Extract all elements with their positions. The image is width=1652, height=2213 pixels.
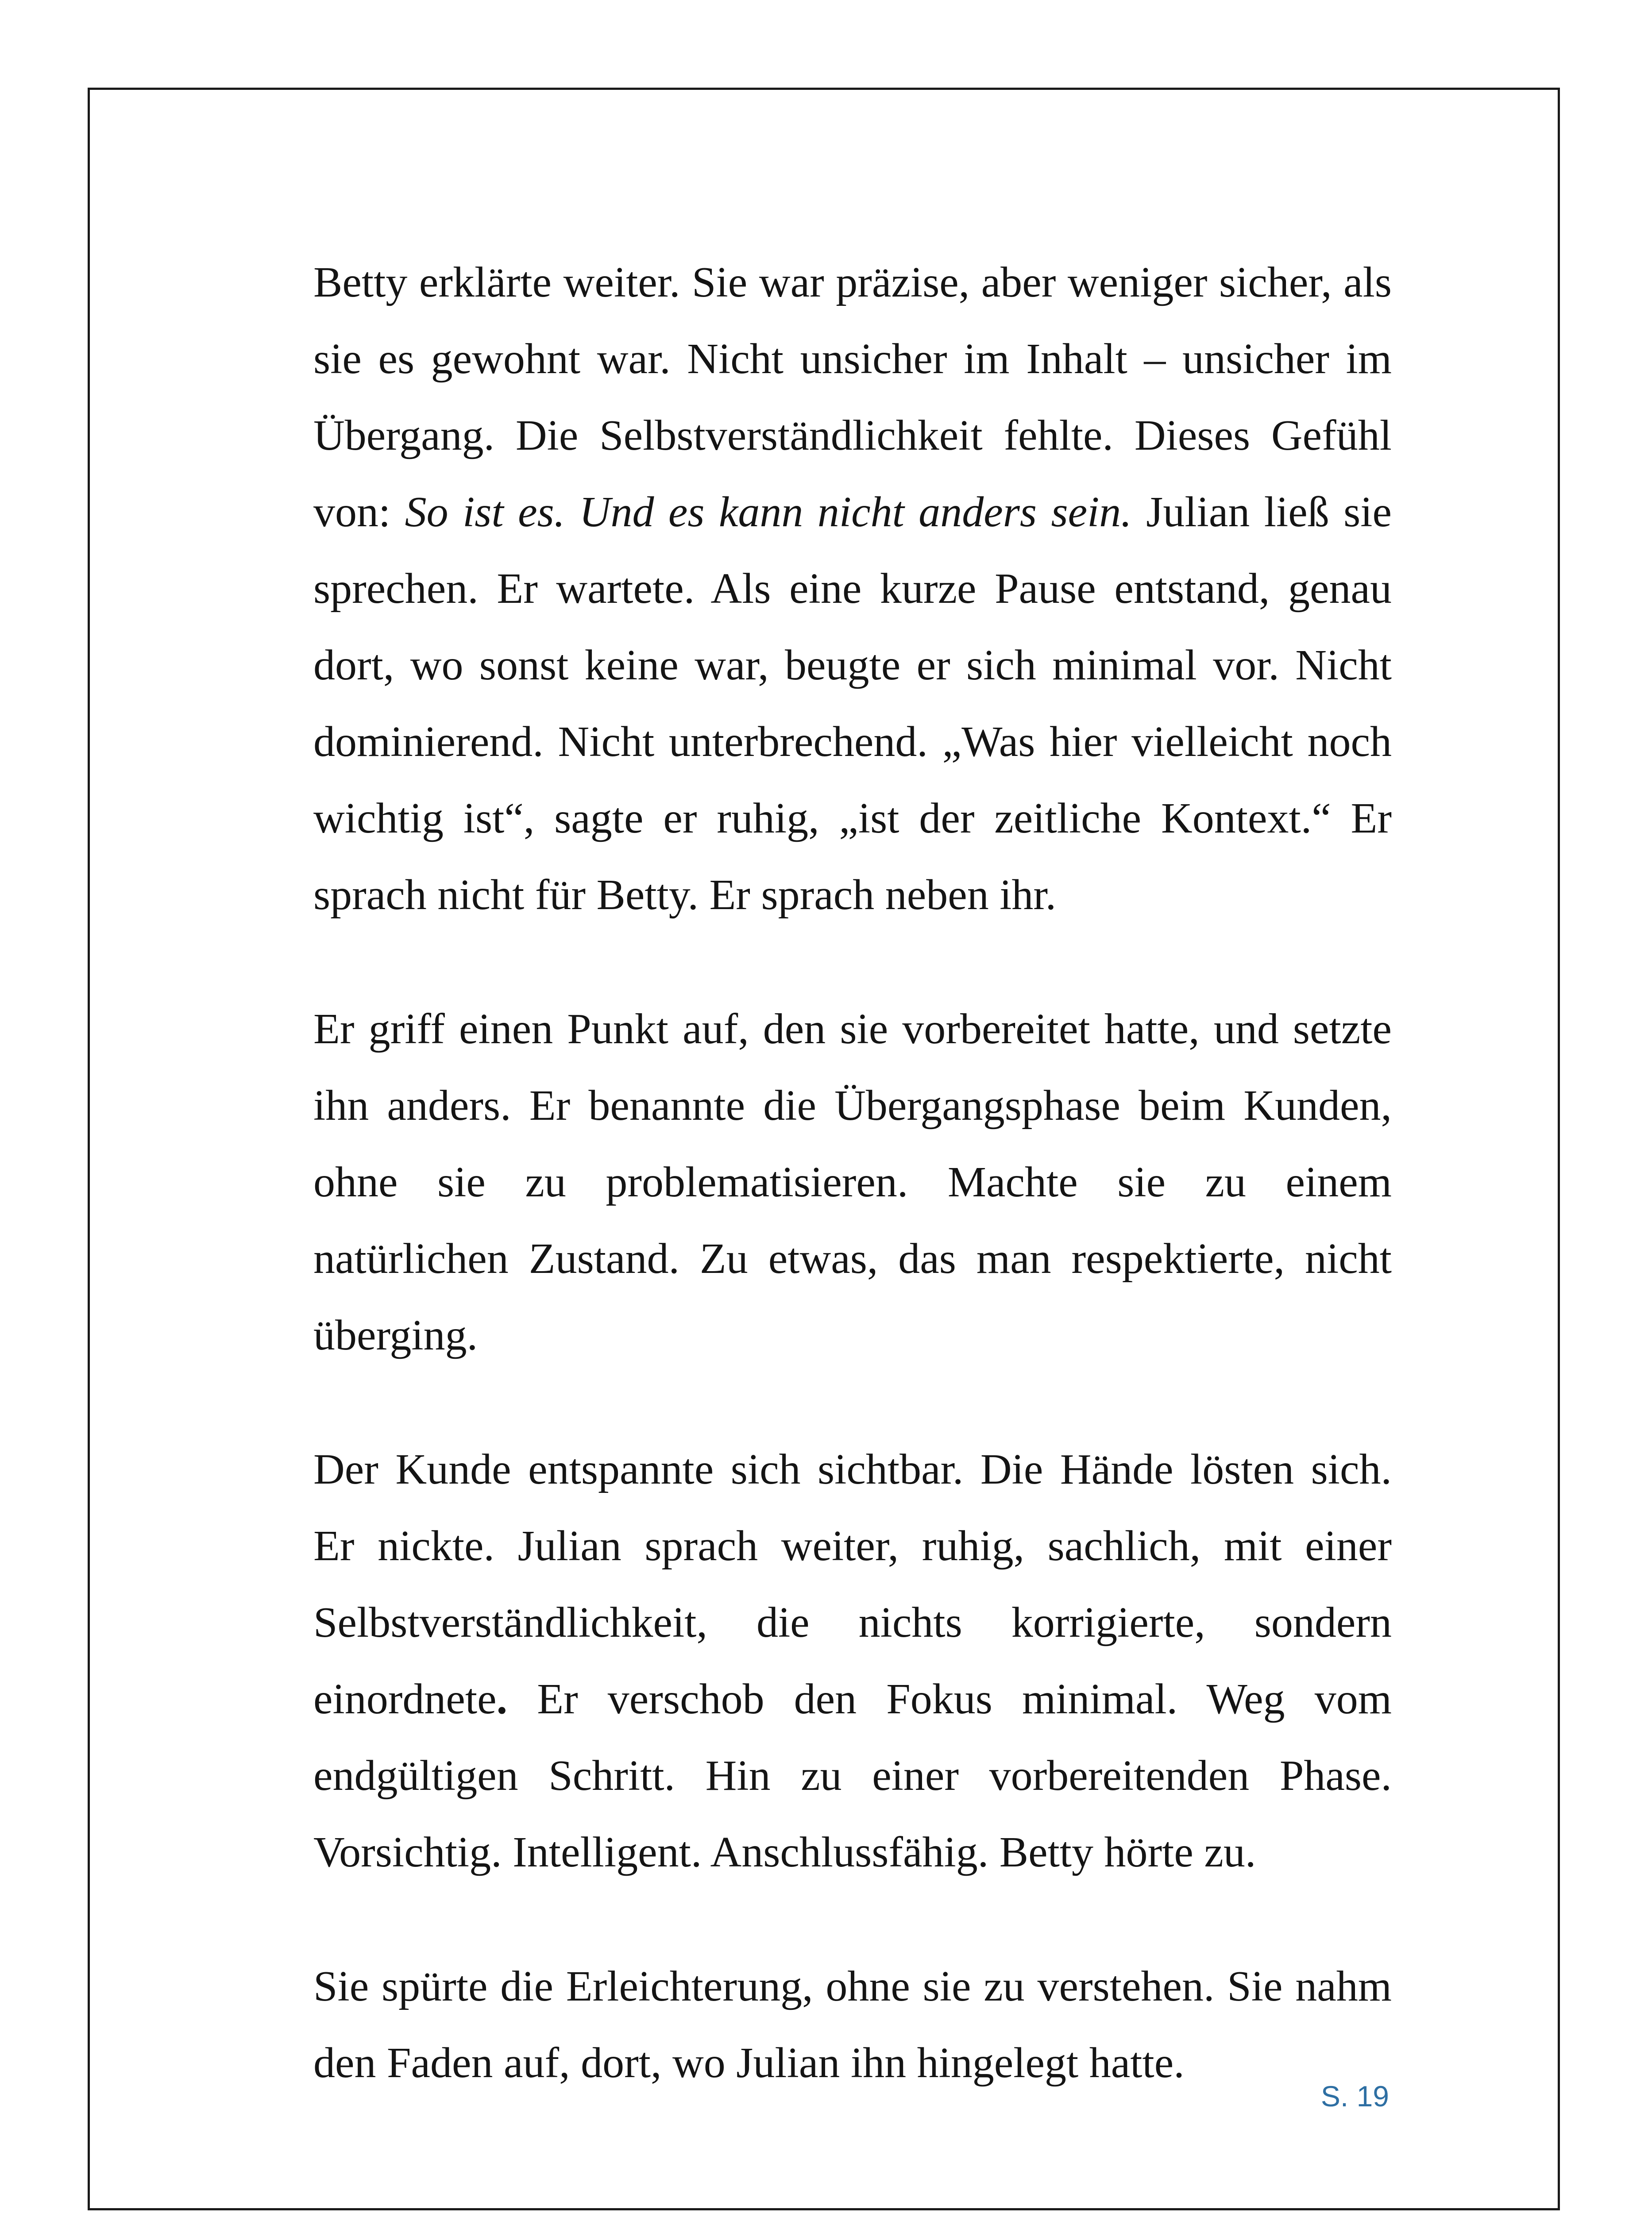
body-text <box>313 244 1392 2101</box>
paragraph-3-text-start: Der Kunde entspannte sich sichtbar. Die Hände lösten sich. Er nickte. Julian sprach weiter, ruhig, sachlich, mit einer Selbstverständlichkeit, die nichts korrigierte, sondern einordnete <box>313 1446 1392 1723</box>
paragraph-3-text-end: Er verschob den Fokus minimal. Weg vom endgültigen Schritt. Hin zu einer vorbereitenden Phase. Vorsichtig. Intelligent. Anschlussfähig. Betty hörte zu. <box>313 1675 1392 1876</box>
paragraph-1-text-start: Betty erklärte weiter. Sie war präzise, aber weniger sicher, als sie es gewohnt war. Nicht unsicher im Inhalt – unsicher im Übergang. Die Selbstverständlichkeit fehlte. Dieses Gefühl von: <box>313 258 1392 536</box>
paragraph-3 <box>313 1431 1392 1891</box>
paragraph-3-bold-period: . <box>496 1675 508 1723</box>
paragraph-2: Er griff einen Punkt auf, den sie vorbereitet hatte, und setzte ihn anders. Er benannte die Übergangsphase beim Kunden, ohne sie zu problematisieren. Machte sie zu einem natürlichen Zustand. Zu etwas, das man respektierte, nicht überging. <box>313 1005 1392 1359</box>
paragraph-4: Sie spürte die Erleichterung, ohne sie zu verstehen. Sie nahm den Faden auf, dort, wo Julian ihn hingelegt hatte. <box>313 1962 1392 2087</box>
page-number: S. 19 <box>1320 2080 1389 2113</box>
paragraph-1-italic-phrase: So ist es. Und es kann nicht anders sein. <box>405 488 1132 536</box>
paragraph-1 <box>313 244 1392 933</box>
paragraph-1-text-end: Julian ließ sie sprechen. Er wartete. Als eine kurze Pause entstand, genau dort, wo sonst keine war, beugte er sich minimal vor. Nicht dominierend. Nicht unterbrechend. „Was hier vielleicht noch wichtig ist“, sagte er ruhig, „ist der zeitliche Kontext.“ Er sprach nicht für Betty. Er sprach neben ihr. <box>313 488 1392 919</box>
